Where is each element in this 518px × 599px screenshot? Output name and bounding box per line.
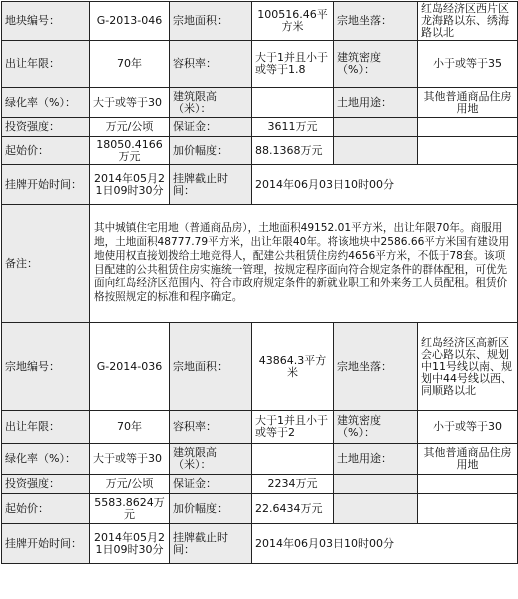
label-term: 出让年限： — [2, 41, 90, 88]
label-parcel-no-2: 宗地编号： — [2, 323, 90, 411]
label-invest: 投资强度： — [2, 118, 90, 137]
p1-row-invest — [2, 118, 518, 137]
p2-start-price: 5583.8624万元 — [90, 494, 170, 524]
label-location-2: 宗地坐落： — [334, 323, 418, 411]
p2-deposit: 2234万元 — [252, 475, 334, 494]
p1-list-end: 2014年06月03日10时00分 — [252, 165, 518, 205]
p2-row-green — [2, 444, 518, 475]
p2-row-price — [2, 494, 518, 524]
p2-list-end: 2014年06月03日10时00分 — [252, 524, 518, 564]
label-increment: 加价幅度： — [170, 137, 252, 165]
land-listing-table — [1, 1, 518, 564]
p1-density: 小于或等于35 — [418, 41, 518, 88]
label-term-2: 出让年限： — [2, 411, 90, 444]
p1-row-id — [2, 2, 518, 41]
label-far-2: 容积率： — [170, 411, 252, 444]
p1-deposit: 3611万元 — [252, 118, 334, 137]
label-list-end: 挂牌截止时间： — [170, 165, 252, 205]
p2-far: 大于1并且小于或等于2 — [252, 411, 334, 444]
p1-start-price: 18050.4166万元 — [90, 137, 170, 165]
p2-density: 小于或等于30 — [418, 411, 518, 444]
label-increment-2: 加价幅度： — [170, 494, 252, 524]
p2-height — [252, 444, 334, 475]
p1-height — [252, 88, 334, 118]
p1-green: 大于或等于30 — [90, 88, 170, 118]
p2-row-listing — [2, 524, 518, 564]
p1-row-price — [2, 137, 518, 165]
p2-row-invest — [2, 475, 518, 494]
p2-invest: 万元/公顷 — [90, 475, 170, 494]
label-start-price-2: 起始价： — [2, 494, 90, 524]
label-location: 宗地坐落： — [334, 2, 418, 41]
p2-term: 70年 — [90, 411, 170, 444]
label-area: 宗地面积： — [170, 2, 252, 41]
label-deposit-2: 保证金： — [170, 475, 252, 494]
p2-parcel-id: G-2014-036 — [90, 323, 170, 411]
p1-list-start: 2014年05月21日09时30分 — [90, 165, 170, 205]
p2-use: 其他普通商品住房用地 — [418, 444, 518, 475]
label-green: 绿化率（%）： — [2, 88, 90, 118]
label-green-2: 绿化率（%）： — [2, 444, 90, 475]
label-list-start-2: 挂牌开始时间： — [2, 524, 90, 564]
label-height-2: 建筑限高（米）： — [170, 444, 252, 475]
label-deposit: 保证金： — [170, 118, 252, 137]
p1-row-remark — [2, 205, 518, 323]
p1-row-green — [2, 88, 518, 118]
label-list-start: 挂牌开始时间： — [2, 165, 90, 205]
label-far: 容积率： — [170, 41, 252, 88]
p2-increment: 22.6434万元 — [252, 494, 334, 524]
p1-use: 其他普通商品住房用地 — [418, 88, 518, 118]
label-start-price: 起始价： — [2, 137, 90, 165]
label-height: 建筑限高（米）： — [170, 88, 252, 118]
label-density-2: 建筑密度（%）： — [334, 411, 418, 444]
label-density: 建筑密度（%）： — [334, 41, 418, 88]
p1-remark: 其中城镇住宅用地（普通商品房），土地面积49152.01平方米，出让年限70年。商服用地，土地面积48777.79平方米，出让年限40年。将该地块中2586.66平方米国有建设用地使用权直接划拨给土地竞得人，配建公共租赁住房约4656平方米，不低于78套。该项目配建的公共租赁住房实施统一管理，按规定程序面向符合规定条件的群体配租，可优先面向红岛经济区范围内、符合市政府规定条件的新就业职工和外来务工人员配租。租赁价格按照规定的标准和程序确定。 — [90, 205, 518, 323]
label-use-2: 土地用途： — [334, 444, 418, 475]
p2-row-term — [2, 411, 518, 444]
p2-green: 大于或等于30 — [90, 444, 170, 475]
p2-area: 43864.3平方米 — [252, 323, 334, 411]
label-use: 土地用途： — [334, 88, 418, 118]
p1-invest: 万元/公顷 — [90, 118, 170, 137]
p1-term: 70年 — [90, 41, 170, 88]
p2-list-start: 2014年05月21日09时30分 — [90, 524, 170, 564]
p1-row-listing — [2, 165, 518, 205]
label-list-end-2: 挂牌截止时间： — [170, 524, 252, 564]
p1-area: 100516.46平方米 — [252, 2, 334, 41]
p1-row-term — [2, 41, 518, 88]
p1-location: 红岛经济区西片区龙海路以东、绣海路以北 — [418, 2, 518, 41]
p1-increment: 88.1368万元 — [252, 137, 334, 165]
p1-far: 大于1并且小于或等于1.8 — [252, 41, 334, 88]
p1-parcel-id: G-2013-046 — [90, 2, 170, 41]
p2-location: 红岛经济区高新区会心路以东、规划中11号线以南、规划中44号线以西、同顺路以北 — [418, 323, 518, 411]
label-remark: 备注： — [2, 205, 90, 323]
label-parcel-no: 地块编号： — [2, 2, 90, 41]
label-area-2: 宗地面积： — [170, 323, 252, 411]
label-invest-2: 投资强度： — [2, 475, 90, 494]
p2-row-id — [2, 323, 518, 411]
